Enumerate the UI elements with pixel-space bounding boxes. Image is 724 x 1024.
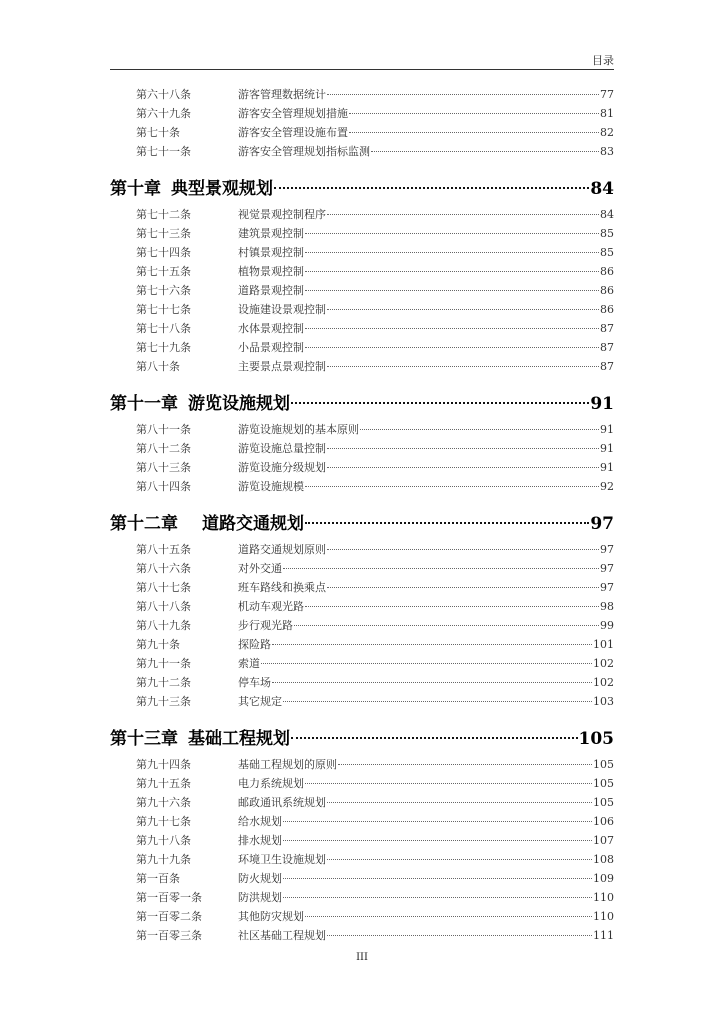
article-page-number: 86 [600, 303, 614, 316]
toc-entry[interactable] [110, 143, 614, 162]
dot-leader [327, 935, 592, 936]
article-number: 第一百条 [136, 872, 180, 885]
toc-entry[interactable] [110, 478, 614, 497]
article-title: 给水规划 [238, 815, 282, 828]
toc-entry[interactable] [110, 813, 614, 832]
article-number: 第八十三条 [136, 461, 191, 474]
dot-leader [305, 233, 599, 234]
toc-entry[interactable] [110, 560, 614, 579]
toc-entry[interactable] [110, 851, 614, 870]
toc-entry[interactable] [110, 206, 614, 225]
article-title: 环境卫生设施规划 [238, 853, 326, 866]
article-page-number: 84 [600, 208, 614, 221]
article-page-number: 87 [600, 360, 614, 373]
article-number: 第九十四条 [136, 758, 191, 771]
chapter-page-number: 91 [590, 394, 614, 414]
dot-leader [327, 549, 599, 550]
dot-leader [291, 737, 578, 739]
article-title: 建筑景观控制 [238, 227, 304, 240]
article-title: 游客安全管理设施布置 [238, 126, 348, 139]
dot-leader [305, 916, 592, 917]
dot-leader [327, 94, 599, 95]
article-page-number: 102 [593, 657, 614, 670]
article-number: 第一百零三条 [136, 929, 202, 942]
dot-leader [371, 151, 599, 152]
article-page-number: 86 [600, 265, 614, 278]
article-title: 机动车观光路 [238, 600, 304, 613]
article-number: 第八十七条 [136, 581, 191, 594]
article-title: 水体景观控制 [238, 322, 304, 335]
article-page-number: 99 [600, 619, 614, 632]
article-page-number: 77 [600, 88, 614, 101]
dot-leader [338, 764, 592, 765]
toc-entry[interactable] [110, 598, 614, 617]
article-title: 植物景观控制 [238, 265, 304, 278]
article-number: 第七十一条 [136, 145, 191, 158]
chapter-page-number: 105 [578, 729, 614, 749]
article-title: 对外交通 [238, 562, 282, 575]
article-number: 第七十二条 [136, 208, 191, 221]
article-page-number: 85 [600, 246, 614, 259]
article-number: 第七十九条 [136, 341, 191, 354]
article-page-number: 107 [593, 834, 614, 847]
page-header-title: 目录 [592, 54, 614, 67]
article-number: 第九十六条 [136, 796, 191, 809]
article-page-number: 92 [600, 480, 614, 493]
dot-leader [327, 366, 599, 367]
article-number: 第八十八条 [136, 600, 191, 613]
article-page-number: 85 [600, 227, 614, 240]
dot-leader [272, 682, 592, 683]
dot-leader [305, 606, 599, 607]
toc-entry[interactable] [110, 244, 614, 263]
page-number: III [356, 952, 368, 963]
article-title: 索道 [238, 657, 260, 670]
toc-entry[interactable] [110, 358, 614, 377]
article-number: 第八十二条 [136, 442, 191, 455]
article-number: 第八十四条 [136, 480, 191, 493]
dot-leader [305, 271, 599, 272]
toc-chapter-heading[interactable] [110, 724, 614, 749]
dot-leader [294, 625, 599, 626]
dot-leader [327, 859, 592, 860]
article-title: 防火规划 [238, 872, 282, 885]
article-page-number: 105 [593, 758, 614, 771]
article-number: 第九十二条 [136, 676, 191, 689]
toc-entry[interactable] [110, 301, 614, 320]
chapter-title: 游览设施规划 [188, 394, 290, 414]
article-page-number: 97 [600, 562, 614, 575]
chapter-title: 基础工程规划 [188, 729, 290, 749]
article-page-number: 81 [600, 107, 614, 120]
article-title: 村镇景观控制 [238, 246, 304, 259]
article-number: 第七十三条 [136, 227, 191, 240]
article-page-number: 110 [593, 891, 614, 904]
article-number: 第九十一条 [136, 657, 191, 670]
article-title: 社区基础工程规划 [238, 929, 326, 942]
article-page-number: 97 [600, 581, 614, 594]
article-title: 停车场 [238, 676, 271, 689]
toc-entry[interactable] [110, 655, 614, 674]
article-number: 第八十一条 [136, 423, 191, 436]
dot-leader [349, 132, 599, 133]
toc-entry[interactable] [110, 579, 614, 598]
chapter-title: 典型景观规划 [171, 179, 273, 199]
article-number: 第八十六条 [136, 562, 191, 575]
article-page-number: 97 [600, 543, 614, 556]
article-number: 第七十六条 [136, 284, 191, 297]
dot-leader [283, 878, 592, 879]
article-page-number: 103 [593, 695, 614, 708]
toc-entry[interactable] [110, 674, 614, 693]
article-title: 游客管理数据统计 [238, 88, 326, 101]
dot-leader [274, 187, 589, 189]
dot-leader [283, 701, 592, 702]
article-number: 第一百零二条 [136, 910, 202, 923]
dot-leader [283, 821, 592, 822]
dot-leader [327, 802, 592, 803]
table-of-contents [110, 86, 614, 946]
article-title: 基础工程规划的原则 [238, 758, 337, 771]
toc-entry[interactable] [110, 617, 614, 636]
article-page-number: 106 [593, 815, 614, 828]
toc-entry[interactable] [110, 86, 614, 105]
article-number: 第九十九条 [136, 853, 191, 866]
article-number: 第九十五条 [136, 777, 191, 790]
article-number: 第八十条 [136, 360, 180, 373]
article-page-number: 98 [600, 600, 614, 613]
dot-leader [283, 568, 599, 569]
article-title: 步行观光路 [238, 619, 293, 632]
toc-entry[interactable] [110, 124, 614, 143]
toc-entry[interactable] [110, 339, 614, 358]
article-number: 第九十八条 [136, 834, 191, 847]
article-title: 游览设施总量控制 [238, 442, 326, 455]
article-page-number: 101 [593, 638, 614, 651]
article-title: 视觉景观控制程序 [238, 208, 326, 221]
article-title: 游览设施规模 [238, 480, 304, 493]
article-title: 主要景点景观控制 [238, 360, 326, 373]
toc-chapter-heading[interactable] [110, 389, 614, 414]
article-page-number: 82 [600, 126, 614, 139]
article-number: 第七十八条 [136, 322, 191, 335]
chapter-label: 第十章 [110, 179, 161, 199]
article-number: 第六十九条 [136, 107, 191, 120]
article-number: 第七十四条 [136, 246, 191, 259]
dot-leader [327, 309, 599, 310]
toc-entry[interactable] [110, 832, 614, 851]
dot-leader [305, 290, 599, 291]
toc-chapter-heading[interactable] [110, 174, 614, 199]
dot-leader [291, 402, 589, 404]
article-number: 第六十八条 [136, 88, 191, 101]
article-page-number: 111 [593, 929, 614, 942]
article-title: 班车路线和换乘点 [238, 581, 326, 594]
dot-leader [305, 347, 599, 348]
toc-entry[interactable] [110, 282, 614, 301]
article-page-number: 87 [600, 322, 614, 335]
article-page-number: 91 [600, 423, 614, 436]
chapter-page-number: 84 [590, 179, 614, 199]
toc-entry[interactable] [110, 775, 614, 794]
toc-entry[interactable] [110, 794, 614, 813]
toc-entry[interactable] [110, 756, 614, 775]
article-page-number: 102 [593, 676, 614, 689]
dot-leader [327, 214, 599, 215]
article-title: 其它规定 [238, 695, 282, 708]
article-title: 设施建设景观控制 [238, 303, 326, 316]
toc-entry[interactable] [110, 263, 614, 282]
article-page-number: 105 [593, 777, 614, 790]
article-title: 道路交通规划原则 [238, 543, 326, 556]
article-title: 电力系统规划 [238, 777, 304, 790]
article-page-number: 105 [593, 796, 614, 809]
toc-entry[interactable] [110, 908, 614, 927]
article-page-number: 91 [600, 461, 614, 474]
toc-entry[interactable] [110, 636, 614, 655]
article-number: 第九十七条 [136, 815, 191, 828]
dot-leader [305, 522, 589, 524]
article-page-number: 109 [593, 872, 614, 885]
article-number: 第七十条 [136, 126, 180, 139]
article-title: 邮政通讯系统规划 [238, 796, 326, 809]
article-title: 游览设施规划的基本原则 [238, 423, 359, 436]
article-number: 第七十五条 [136, 265, 191, 278]
dot-leader [272, 644, 592, 645]
article-page-number: 110 [593, 910, 614, 923]
toc-entry[interactable] [110, 440, 614, 459]
dot-leader [327, 448, 599, 449]
toc-entry[interactable] [110, 459, 614, 478]
article-title: 防洪规划 [238, 891, 282, 904]
article-number: 第八十九条 [136, 619, 191, 632]
dot-leader [305, 486, 599, 487]
article-number: 第九十三条 [136, 695, 191, 708]
dot-leader [305, 328, 599, 329]
dot-leader [327, 587, 599, 588]
article-title: 小品景观控制 [238, 341, 304, 354]
article-title: 游客安全管理规划措施 [238, 107, 348, 120]
article-page-number: 83 [600, 145, 614, 158]
dot-leader [305, 783, 592, 784]
toc-entry[interactable] [110, 320, 614, 339]
article-number: 第一百零一条 [136, 891, 202, 904]
article-title: 游览设施分级规划 [238, 461, 326, 474]
toc-entry[interactable] [110, 693, 614, 712]
toc-entry[interactable] [110, 105, 614, 124]
chapter-label: 第十三章 [110, 729, 178, 749]
article-number: 第九十条 [136, 638, 180, 651]
dot-leader [305, 252, 599, 253]
article-page-number: 87 [600, 341, 614, 354]
toc-entry[interactable] [110, 225, 614, 244]
header-divider [110, 69, 614, 70]
chapter-label: 第十二章 [110, 514, 178, 534]
chapter-page-number: 97 [590, 514, 614, 534]
article-page-number: 108 [593, 853, 614, 866]
dot-leader [360, 429, 599, 430]
article-page-number: 91 [600, 442, 614, 455]
chapter-label: 第十一章 [110, 394, 178, 414]
article-title: 游客安全管理规划指标监测 [238, 145, 370, 158]
article-title: 道路景观控制 [238, 284, 304, 297]
article-number: 第八十五条 [136, 543, 191, 556]
toc-chapter-heading[interactable] [110, 509, 614, 534]
toc-entry[interactable] [110, 541, 614, 560]
dot-leader [327, 467, 599, 468]
chapter-title: 道路交通规划 [202, 514, 304, 534]
article-title: 其他防灾规划 [238, 910, 304, 923]
toc-entry[interactable] [110, 889, 614, 908]
toc-entry[interactable] [110, 421, 614, 440]
article-number: 第七十七条 [136, 303, 191, 316]
dot-leader [283, 897, 592, 898]
article-title: 探险路 [238, 638, 271, 651]
dot-leader [283, 840, 592, 841]
article-title: 排水规划 [238, 834, 282, 847]
article-page-number: 86 [600, 284, 614, 297]
dot-leader [261, 663, 592, 664]
toc-entry[interactable] [110, 870, 614, 889]
dot-leader [349, 113, 599, 114]
toc-entry[interactable] [110, 927, 614, 946]
